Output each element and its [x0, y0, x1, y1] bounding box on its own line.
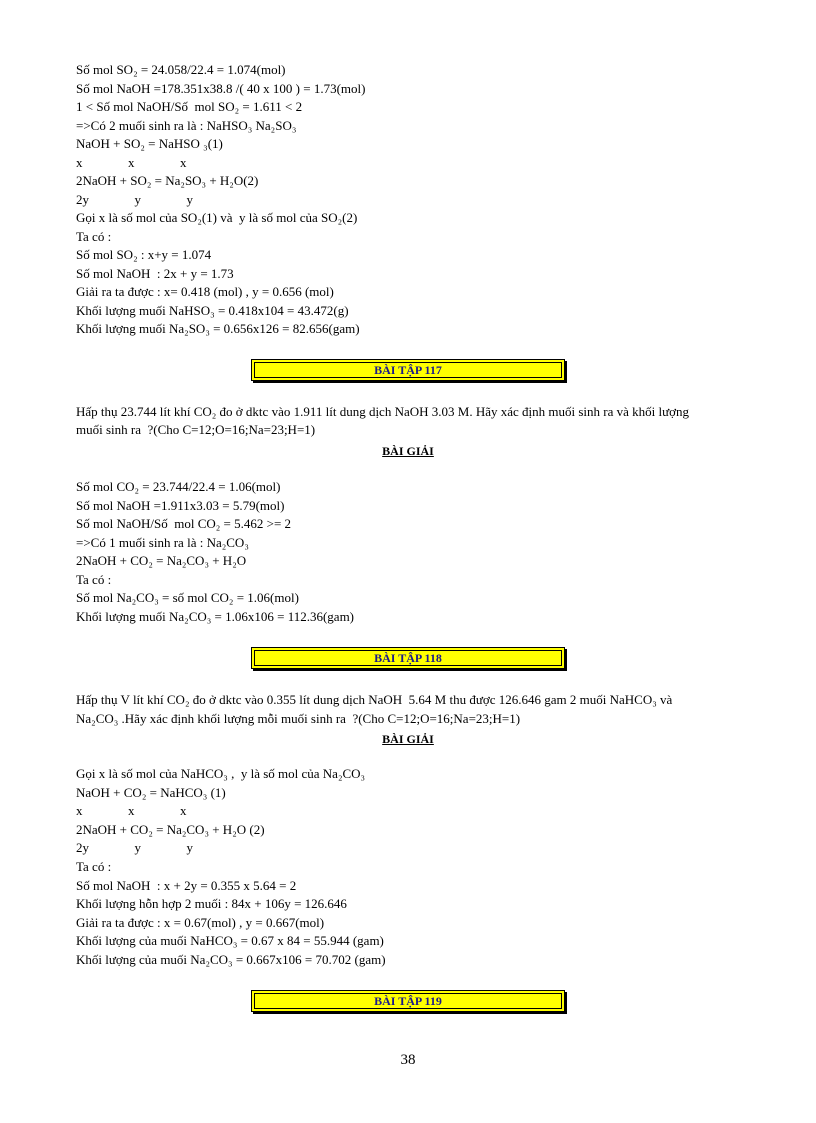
solution-line: 2y y y	[76, 840, 193, 856]
solution-line: Giải ra ta được : x = 0.67(mol) , y = 0.667(mol)	[76, 914, 325, 930]
exercise-119-title: BÀI TẬP 119	[251, 990, 565, 1012]
exercise-118-question-line-2: Na₂CO₃ .Hãy xác định khối lượng mỗi muối sinh ra ?(Cho C=12;O=16;Na=23;H=1)	[76, 711, 521, 726]
solution-line: Khối lượng muối NaHSO₃ = 0.418x104 = 43.472(g)	[76, 302, 349, 318]
solution-line: Số mol Na₂CO₃ = số mol CO₂ = 1.06(mol)	[76, 590, 299, 605]
solution-line: Ta có :	[76, 571, 112, 587]
solution-line: Số mol CO₂ = 23.744/22.4 = 1.06(mol)	[76, 479, 281, 494]
solution-line: Ta có :	[76, 228, 112, 244]
exercise-117-question-line-1: Hấp thụ 23.744 lít khí CO₂ đo ở dktc vào 1.911 lít dung dịch NaOH 3.03 M. Hãy xác định muối sinh ra và khối lượng	[76, 404, 690, 419]
solution-line: 1 < Số mol NaOH/Số mol SO₂ = 1.611 < 2	[76, 99, 303, 114]
solution-line: Khối lượng của muối NaHCO₃ = 0.67 x 84 = 55.944 (gam)	[76, 933, 384, 949]
solution-line: Số mol NaOH =1.911x3.03 = 5.79(mol)	[76, 497, 285, 513]
solution-line: Số mol NaOH/Số mol CO₂ = 5.462 >= 2	[76, 516, 292, 531]
solution-line: 2NaOH + CO₂ = Na₂CO₃ + H₂O	[76, 553, 247, 568]
solution-line: Khối lượng của muối Na₂CO₃ = 0.667x106 = 70.702 (gam)	[76, 952, 386, 967]
solution-line: Số mol NaOH =178.351x38.8 /( 40 x 100 ) = 1.73(mol)	[76, 80, 366, 96]
solution-line: Gọi x là số mol của SO₂(1) và y là số mol của SO₂(2)	[76, 210, 358, 225]
page-number: 38	[400, 1052, 416, 1068]
solution-line: Khối lượng muối Na₂SO₃ = 0.656x126 = 82.656(gam)	[76, 321, 360, 336]
solution-line: Giải ra ta được : x= 0.418 (mol) , y = 0.656 (mol)	[76, 284, 334, 299]
solution-line: NaOH + SO₂ = NaHSO ₃(1)	[76, 136, 223, 151]
exercise-118-question-line-1: Hấp thụ V lít khí CO₂ đo ở dktc vào 0.355 lít dung dịch NaOH 5.64 M thu được 126.646 gam 2 muối NaHCO₃ và	[76, 692, 673, 707]
solution-line: Khối lượng muối Na₂CO₃ = 1.06x106 = 112.36(gam)	[76, 608, 355, 624]
solution-line: Số mol SO₂ = 24.058/22.4 = 1.074(mol)	[76, 62, 286, 77]
solution-line: 2NaOH + CO₂ = Na₂CO₃ + H₂O (2)	[76, 821, 265, 837]
solution-line: =>Có 2 muối sinh ra là : NaHSO₃ Na₂SO₃	[76, 117, 297, 133]
exercise-117-question-line-2: muối sinh ra ?(Cho C=12;O=16;Na=23;H=1)	[76, 422, 316, 437]
solution-line: Số mol NaOH : 2x + y = 1.73	[76, 265, 234, 281]
solution-line: =>Có 1 muối sinh ra là : Na₂CO₃	[76, 534, 249, 550]
solution-line: x x x	[76, 803, 187, 819]
solution-line: x x x	[76, 154, 187, 170]
solution-line: Khối lượng hỗn hợp 2 muối : 84x + 106y = 126.646	[76, 896, 347, 912]
solution-line: Ta có :	[76, 859, 112, 874]
exercise-117-solution-heading: BÀI GIẢI	[382, 444, 434, 458]
exercise-118-solution-heading: BÀI GIẢI	[382, 732, 434, 746]
solution-line: NaOH + CO₂ = NaHCO₃ (1)	[76, 784, 226, 800]
solution-line: 2y y y	[76, 191, 193, 207]
exercise-118-title: BÀI TẬP 118	[251, 647, 565, 669]
solution-line: Gọi x là số mol của NaHCO₃ , y là số mol của Na₂CO₃	[76, 766, 366, 781]
solution-line: Số mol SO₂ : x+y = 1.074	[76, 247, 212, 262]
solution-line: 2NaOH + SO₂ = Na₂SO₃ + H₂O(2)	[76, 173, 259, 188]
exercise-117-title: BÀI TẬP 117	[251, 359, 565, 381]
solution-line: Số mol NaOH : x + 2y = 0.355 x 5.64 = 2	[76, 877, 297, 893]
